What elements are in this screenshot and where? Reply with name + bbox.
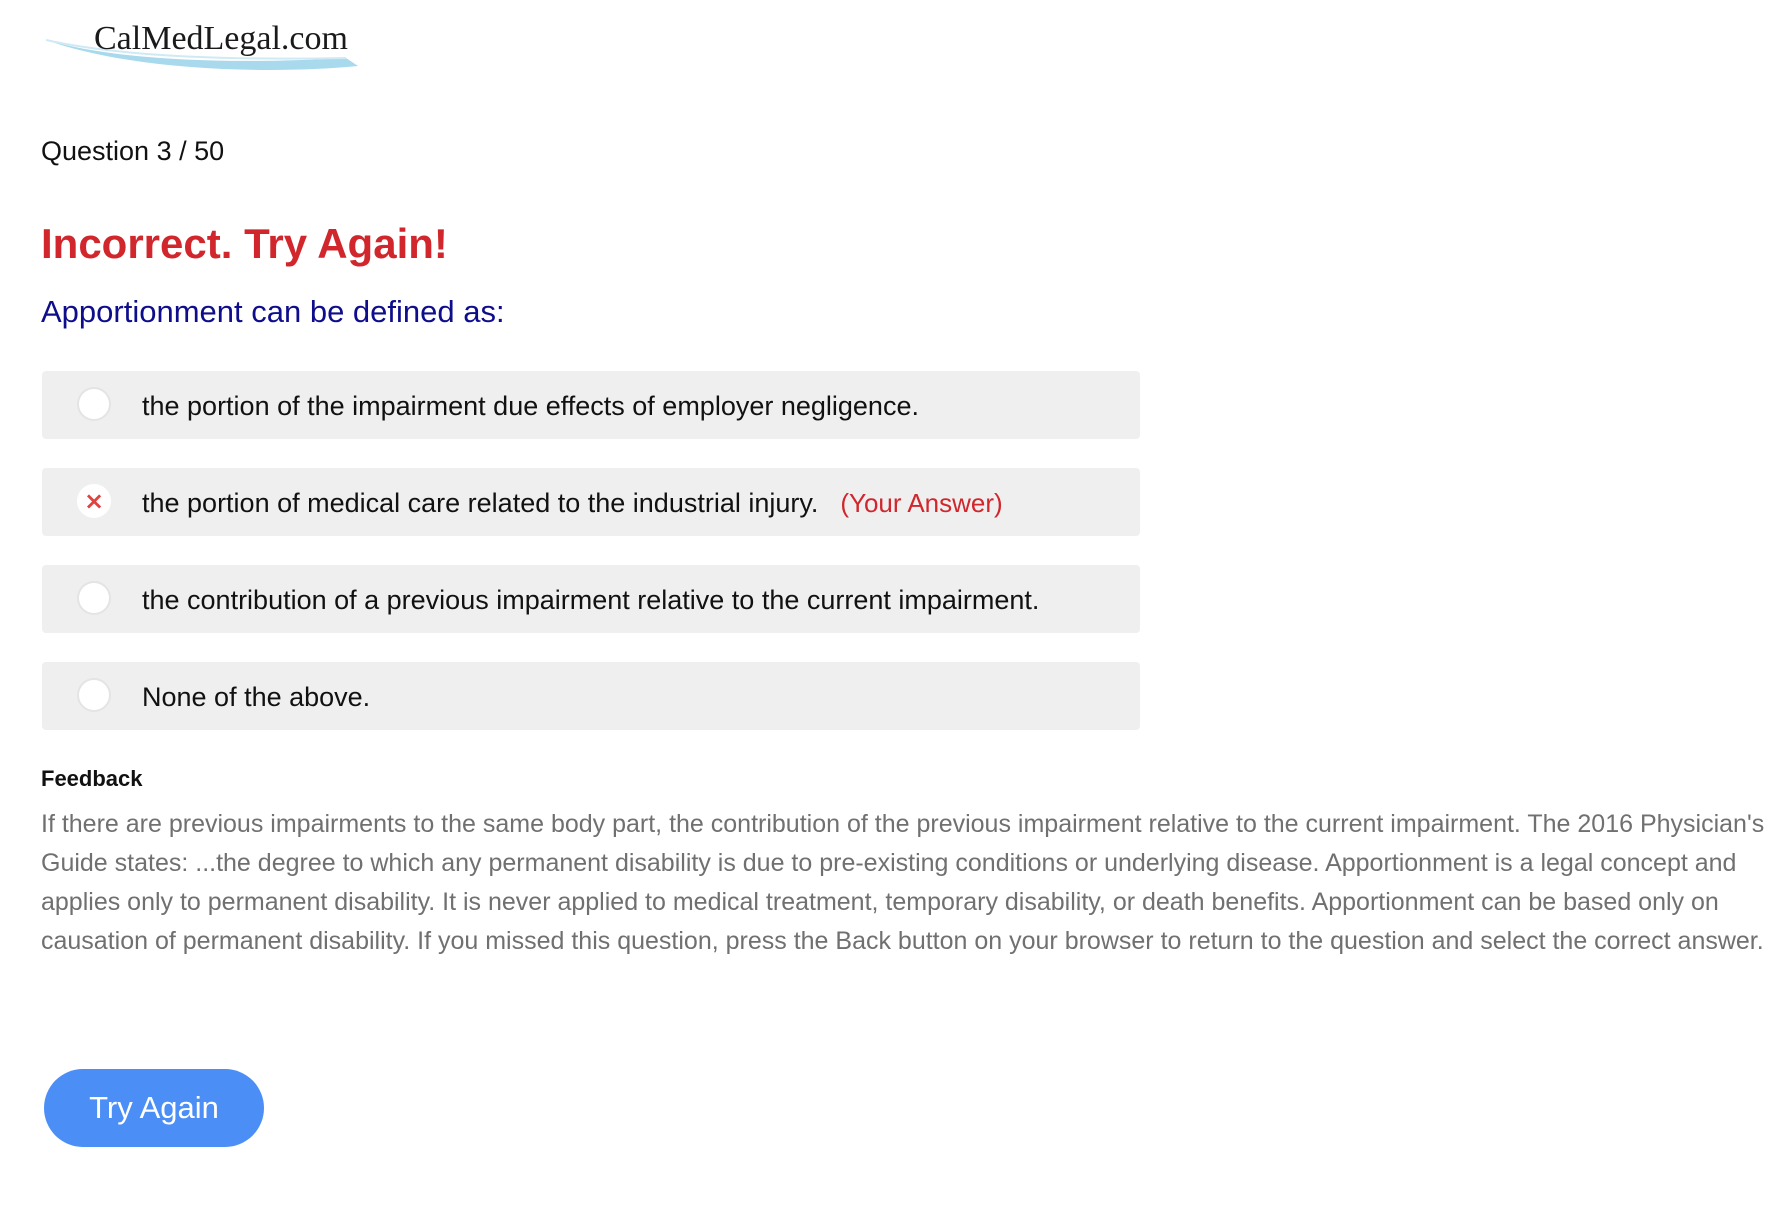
wrong-x-icon: × — [83, 487, 105, 515]
answer-option-2[interactable] — [42, 468, 1140, 536]
answer-option-text: the portion of medical care related to the industrial injury. — [142, 488, 819, 518]
answer-option-1[interactable] — [42, 371, 1140, 439]
site-logo[interactable] — [46, 14, 396, 82]
answer-option-label — [142, 488, 1003, 519]
result-title: Incorrect. Try Again! — [41, 220, 448, 267]
radio-button[interactable] — [77, 387, 111, 421]
feedback-body: If there are previous impairments to the same body part, the contribution of the previous impairment relative to the current impairment. The 2016 Physician's Guide states: ...the degree to which any permanent disability is due to pre-existing conditions or underlying disease. Apportionment is a legal concept and applies only to permanent disability. It is never applied to medical treatment, temporary disability, or death benefits. Apportionment can be based only on causation of permanent disability. If you missed this question, press the Back button on your browser to return to the question and select the correct answer. — [41, 810, 1765, 955]
answer-option-3[interactable] — [42, 565, 1140, 633]
question-text: Apportionment can be defined as: — [41, 294, 505, 329]
logo-text: CalMedLegal.com — [94, 20, 348, 57]
radio-button-wrong[interactable] — [77, 484, 111, 518]
question-counter: Question 3 / 50 — [41, 136, 225, 166]
answer-option-4[interactable] — [42, 662, 1140, 730]
answer-option-label: the contribution of a previous impairment relative to the current impairment. — [142, 585, 1040, 615]
radio-button[interactable] — [77, 581, 111, 615]
feedback-heading: Feedback — [41, 766, 143, 791]
answer-option-label: None of the above. — [142, 682, 371, 712]
radio-button[interactable] — [77, 678, 111, 712]
answer-option-label: the portion of the impairment due effects of employer negligence. — [142, 391, 919, 421]
answer-options — [42, 371, 1140, 759]
try-again-button[interactable]: Try Again — [44, 1069, 264, 1147]
your-answer-tag: (Your Answer) — [840, 488, 1003, 518]
